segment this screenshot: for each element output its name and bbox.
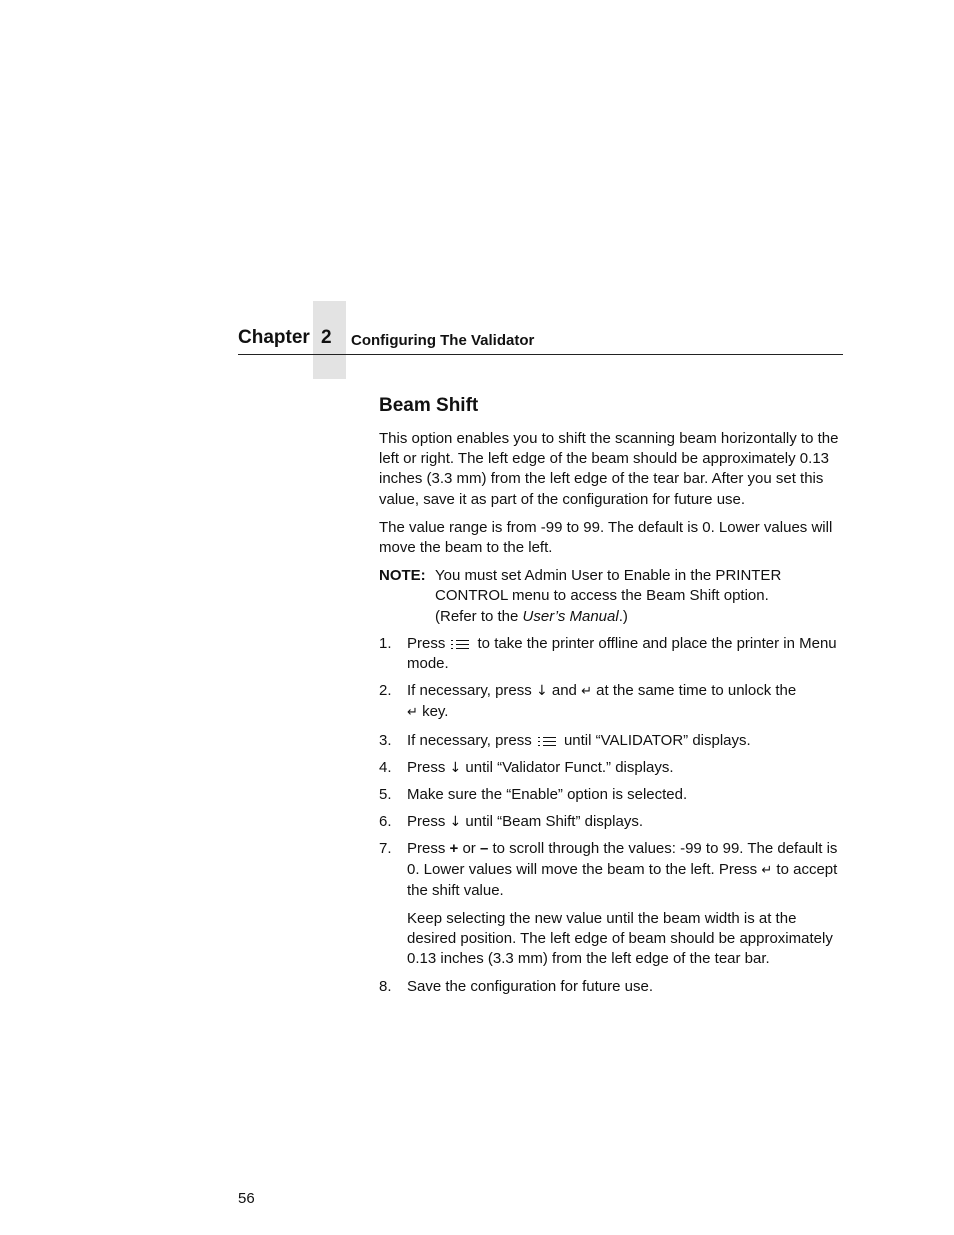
main-content (379, 392, 843, 1004)
step-8 (379, 977, 843, 997)
step-number: 2. (379, 682, 392, 700)
step-text: If necessary, press (407, 731, 532, 749)
down-arrow-icon: ↓ (449, 759, 462, 776)
note-ref-prefix: (Refer to the (435, 607, 523, 625)
menu-key-icon (451, 639, 469, 651)
step-body (407, 731, 843, 751)
note-body (435, 566, 843, 627)
note-ref-title: User’s Manual (522, 607, 619, 625)
step-number: 3. (379, 731, 392, 749)
step-4 (379, 758, 843, 778)
step-body (407, 758, 843, 778)
step-text: Press (407, 840, 446, 858)
down-arrow-icon: ↓ (535, 683, 548, 700)
enter-key-icon: ↵ (407, 705, 418, 721)
step-text: to scroll through the values: -99 to 99. The default is 0. Lower values will move the beam to the left. Press (407, 840, 838, 878)
step-number: 1. (379, 634, 392, 652)
note-text: You must set Admin User to Enable in the PRINTER CONTROL menu to access the Beam Shift option. (435, 567, 782, 605)
step-text: until “Validator Funct.” displays. (465, 758, 674, 776)
step-7-detail: Keep selecting the new value until the beam width is at the desired position. The left edge of beam should be approximately 0.13 inches (3.3 mm) from the left edge of the tear bar. (407, 910, 833, 968)
intro-paragraph: This option enables you to shift the scanning beam horizontally to the left or right. The left edge of the beam should be approximately 0.13 inches (3.3 mm) from the left edge of the tear bar. After you set this value, save it as part of the configuration for future use. (379, 430, 839, 508)
chapter-title: Configuring The Validator (351, 332, 535, 349)
step-body (407, 839, 843, 969)
step-body (407, 681, 843, 723)
chapter-number: 2 (321, 327, 332, 348)
step-number: 5. (379, 786, 392, 804)
range-paragraph: The value range is from -99 to 99. The default is 0. Lower values will move the beam to the left. (379, 518, 833, 557)
step-text: Press (407, 634, 446, 652)
step-text: Make sure the “Enable” option is selected. (407, 786, 688, 804)
step-text: to take the printer offline and place the printer in Menu mode. (407, 634, 837, 673)
step-text: Press (407, 813, 446, 831)
step-number: 6. (379, 813, 392, 831)
step-2 (379, 681, 843, 723)
step-text: Save the configuration for future use. (407, 977, 653, 995)
step-6 (379, 812, 843, 832)
step-text: until “VALIDATOR” displays. (563, 731, 751, 749)
menu-key-icon (538, 736, 556, 748)
step-text: If necessary, press (407, 682, 532, 700)
step-text: and (551, 682, 577, 700)
step-number: 4. (379, 758, 392, 776)
note-ref-suffix: .) (618, 607, 628, 625)
step-text: to accept the shift value. (407, 860, 838, 899)
steps-list (379, 634, 843, 997)
minus-key: – (479, 840, 489, 858)
chapter-label: Chapter (238, 327, 310, 348)
step-body (407, 812, 843, 832)
section-title: Beam Shift (379, 395, 479, 416)
step-text: until “Beam Shift” displays. (465, 813, 643, 831)
step-number: 8. (379, 977, 392, 995)
enter-key-icon: ↵ (761, 862, 773, 878)
step-text: Press (407, 758, 446, 776)
step-7 (379, 839, 843, 969)
step-1 (379, 634, 843, 674)
plus-key: + (449, 840, 459, 858)
step-text: or (462, 840, 476, 858)
down-arrow-icon: ↓ (449, 814, 462, 831)
step-5 (379, 785, 843, 805)
step-text: at the same time to unlock the (596, 682, 797, 700)
step-body (407, 634, 843, 674)
enter-key-icon: ↵ (581, 684, 592, 700)
page-number: 56 (238, 1190, 255, 1207)
step-text: key. (422, 703, 449, 721)
step-number: 7. (379, 840, 392, 858)
header-rule (238, 354, 843, 355)
step-3 (379, 731, 843, 751)
note (379, 566, 843, 627)
note-label: NOTE: (379, 567, 426, 585)
